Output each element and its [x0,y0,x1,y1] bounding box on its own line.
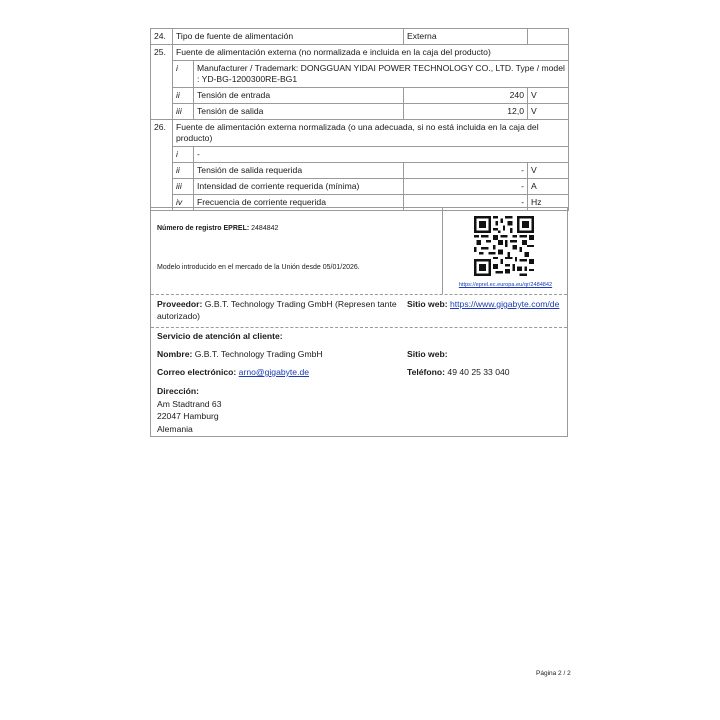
row-label: Tensión de entrada [194,88,404,104]
row-unit: Hz [528,195,569,211]
address-label: Dirección: [157,386,200,396]
row-number: 24. [151,29,173,45]
row-unit: A [528,179,569,195]
spec-table [150,28,569,211]
table-row [151,147,569,163]
address-block [157,385,222,435]
divider [151,327,567,328]
manufacturer-text: Manufacturer / Trademark: DONGGUAN YIDAI POWER TECHNOLOGY CO., LTD. Type / model : YD-BG-1200300RE-BG1 [194,61,569,88]
row-unit [528,29,569,45]
sub-index: ii [173,163,194,179]
row-value: - [404,195,528,211]
registration-value: 2484842 [251,225,279,232]
supplier-label: Proveedor: [157,299,203,309]
row-label: Fuente de alimentación externa (no normalizada e incluida en la caja del producto) [173,45,569,61]
sub-index: i [173,61,194,88]
website-link[interactable]: https://www.gigabyte.com/de [449,299,560,309]
table-row [151,61,569,88]
sub-index: iii [173,179,194,195]
name-label: Nombre: [157,349,193,359]
registration-label: Número de registro EPREL: [157,225,250,232]
sub-index: iv [173,195,194,211]
table-row [151,179,569,195]
row-unit: V [528,163,569,179]
page-number: Página 2 / 2 [536,670,571,677]
row-value: Externa [404,29,528,45]
row-label: Fuente de alimentación externa normalizada (o una adecuada, si no está incluida en la caja del producto) [173,120,569,147]
row-label: Tensión de salida requerida [194,163,404,179]
table-row [151,104,569,120]
service-website-label: Sitio web: [407,349,448,359]
row-text: - [194,147,569,163]
address-line: Am Stadtrand 63 [157,398,222,409]
row-value: - [404,179,528,195]
phone-label: Teléfono: [407,367,446,377]
address-line: 22047 Hamburg [157,411,219,421]
table-row [151,88,569,104]
email-label: Correo electrónico: [157,367,237,377]
row-label: Tipo de fuente de alimentación [173,29,404,45]
row-value: 12,0 [404,104,528,120]
registration-number [157,225,278,232]
email-link[interactable]: arno@gigabyte.de [238,367,310,377]
row-label: Tensión de salida [194,104,404,120]
sub-index: ii [173,88,194,104]
row-number: 26. [151,120,173,211]
table-row [151,120,569,147]
sub-index: i [173,147,194,163]
row-value: - [404,163,528,179]
service-phone [407,367,510,377]
sub-index: iii [173,104,194,120]
row-number: 25. [151,45,173,120]
address-line: Alemania [157,423,193,434]
name-value: G.B.T. Technology Trading GmbH [194,349,323,359]
customer-service-title: Servicio de atención al cliente: [157,331,283,341]
service-email [157,367,309,377]
row-unit: V [528,88,569,104]
eprel-info-card [150,207,568,437]
supplier-value: G.B.T. Technology Trading GmbH (Represen tante autorizado) [157,299,397,321]
table-row [151,45,569,61]
service-name [157,349,323,359]
eprel-header [151,208,567,295]
table-row [151,163,569,179]
website-label: Sitio web: [407,299,448,309]
phone-value: 49 40 25 33 040 [447,367,510,377]
qr-code-icon[interactable] [474,216,534,276]
supplier-info [157,298,402,322]
row-label: Frecuencia de corriente requerida [194,195,404,211]
market-intro-text: Modelo introducido en el mercado de la Unión desde 05/01/2026. [157,264,360,271]
row-unit: V [528,104,569,120]
supplier-website [407,298,565,310]
table-row [151,29,569,45]
qr-section [442,208,568,294]
row-label: Intensidad de corriente requerida (mínima) [194,179,404,195]
qr-link[interactable]: https://eprel.ec.europa.eu/qr/2484842 [458,282,553,288]
row-value: 240 [404,88,528,104]
